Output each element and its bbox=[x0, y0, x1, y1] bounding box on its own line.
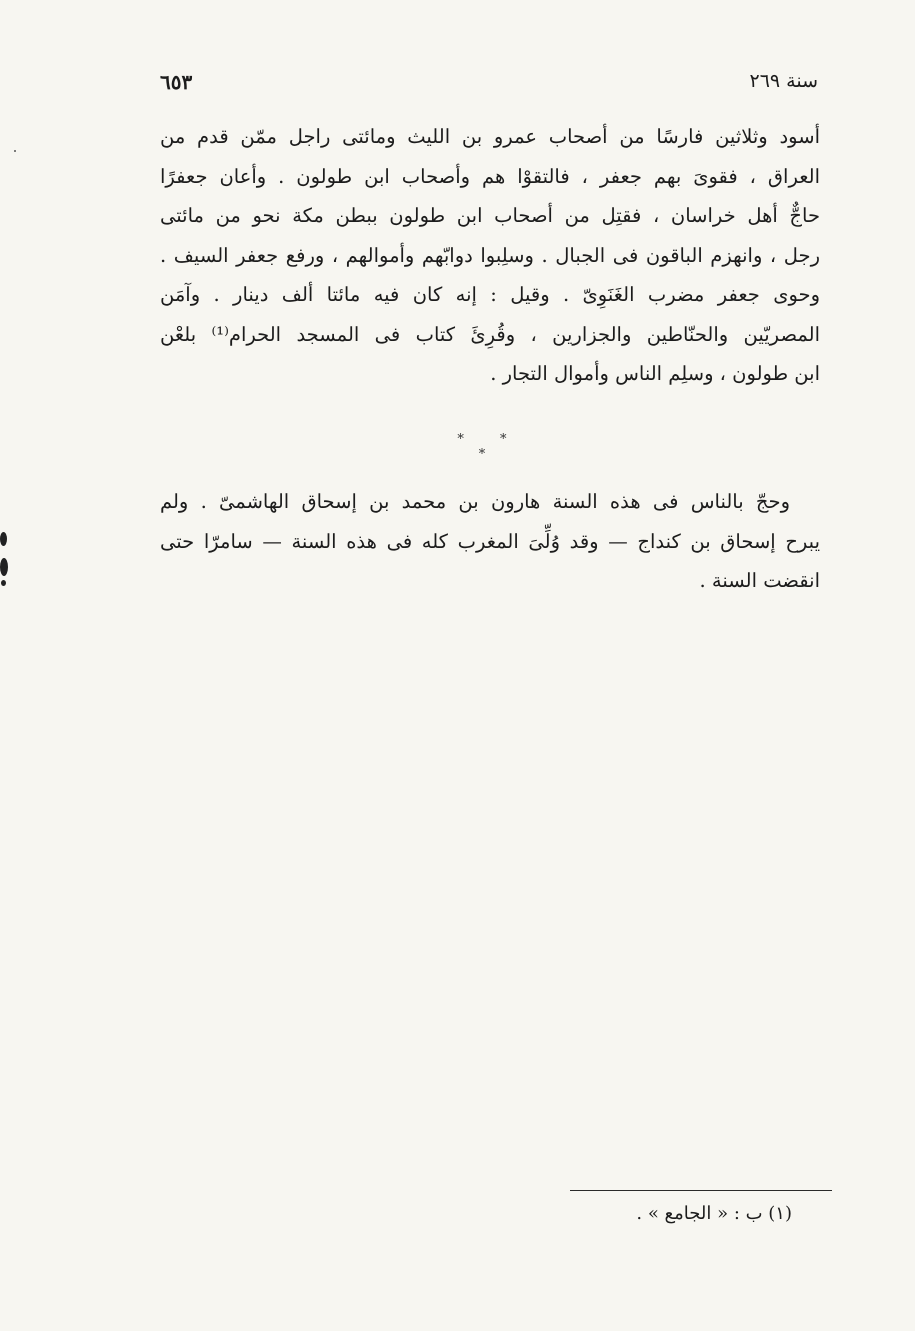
text-line: ابن طولون ، وسلِم الناس وأموال التجار . bbox=[490, 362, 820, 385]
scan-speck bbox=[14, 150, 16, 152]
footnote-rule bbox=[570, 1190, 832, 1191]
page-number: ٦٥٣ bbox=[160, 70, 193, 94]
running-header bbox=[160, 70, 818, 100]
section-separator: * * * bbox=[457, 432, 523, 462]
text-line: رجل ، وانهزم الباقون فى الجبال . وسلِبوا دوابّهم وأموالهم ، ورفع جعفر السيف . bbox=[160, 243, 820, 267]
footnote: (١) ب : « الجامع » . bbox=[636, 1203, 792, 1224]
text-line: أسود وثلاثين فارسًا من أصحاب عمرو بن الليث ومائتى راجل ممّن قدم من bbox=[160, 125, 820, 148]
text-line: وحوى جعفر مضرب الغَنَوِىّ . وقيل : إنه كان فيه مائتا ألف دينار . وآمَن bbox=[160, 283, 820, 306]
scan-edge-marks bbox=[0, 480, 10, 620]
text-line: يبرح إسحاق بن كنداج — وقد وُلِّىَ المغرب كله فى هذه السنة — سامرّا حتى bbox=[160, 529, 820, 553]
running-header-year: سنة ٢٦٩ bbox=[749, 70, 818, 92]
text-line: حاجٌّ أهل خراسان ، فقتِل من أصحاب ابن طولون ببطن مكة نحو من مائتى bbox=[160, 204, 820, 227]
paragraph-2 bbox=[160, 482, 820, 601]
text-line: المصريّين والحنّاطين والجزارين ، وقُرِئَ كتاب فى المسجد الحرام⁽¹⁾ بلعْن bbox=[160, 322, 820, 346]
text-line: وحجّ بالناس فى هذه السنة هارون بن محمد بن إسحاق الهاشمىّ . ولم bbox=[160, 490, 790, 513]
text-line: انقضت السنة . bbox=[699, 569, 820, 592]
text-line: العراق ، فقوىَ بهم جعفر ، فالتقوْا هم وأصحاب ابن طولون . وأعان جعفرًا bbox=[160, 164, 820, 188]
paragraph-1 bbox=[160, 117, 820, 394]
